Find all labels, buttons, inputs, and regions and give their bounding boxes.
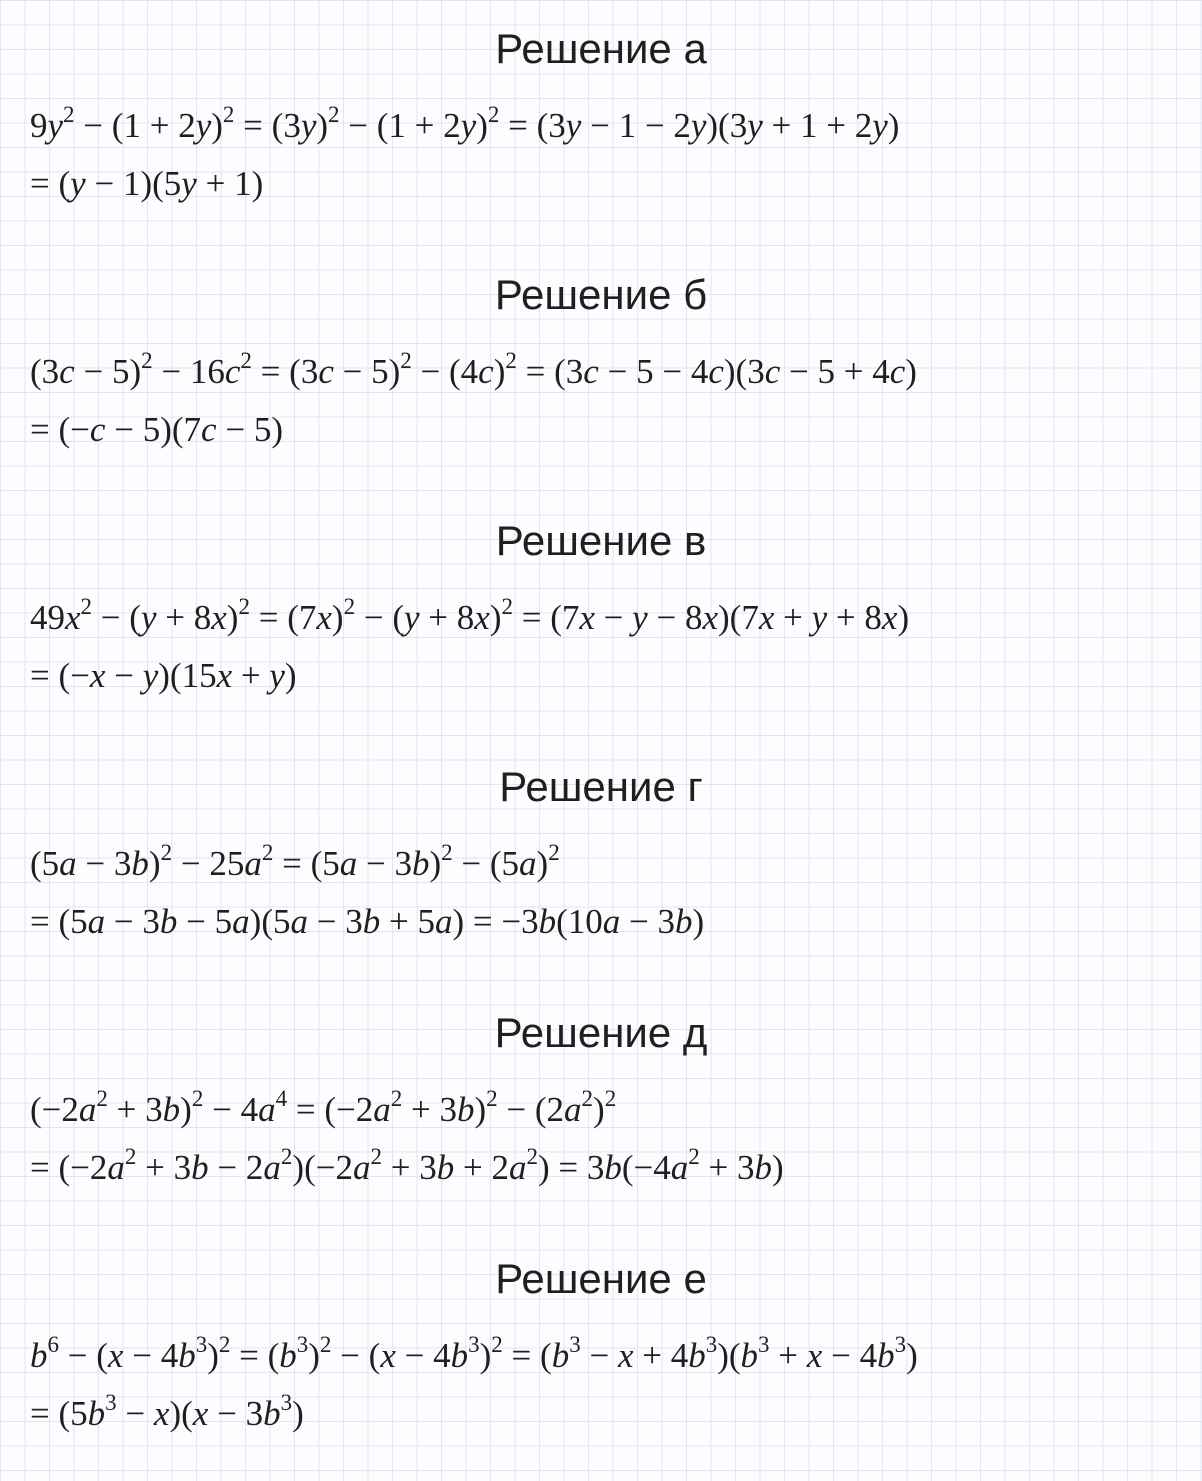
solution-line-v-2: = (−x − y)(15x + y) [30,656,297,695]
solution-line-e-1: $b^6 - (x - 4b^3)^2 = (b^3)^2 - (x - 4b^3)^2 = (b^3 - x + 4b^3)(b^3 + x - 4b^3)$ [30,1332,918,1375]
solution-line-d-2: = $(-2a^2 + 3b - 2a^2)(-2a^2 + 3b + 2a^2) = 3b(-4a^2 + 3b)$ [30,1144,784,1187]
solution-line-g-2: = (5a − 3b − 5a)(5a − 3b + 5a) = −3b(10a − 3b) [30,902,705,941]
solution-title-g: Решение г [499,763,703,810]
solution-line-a-1: $9y^2 - (1 + 2y)^2 = (3y)^2 - (1 + 2y)^2 = (3y - 1 - 2y)(3y + 1 + 2y)$ [30,102,900,145]
solution-title-b: Решение б [494,271,708,318]
solution-title-v: Решение в [495,517,707,564]
solution-line-g-1: $(5a - 3b)^2 - 25a^2 = (5a - 3b)^2 - (5a)^2$ [30,840,560,883]
solution-title-d: Решение д [494,1009,708,1056]
solution-title-e: Решение е [495,1255,707,1302]
solution-line-v-1: $49x^2 - (y + 8x)^2 = (7x)^2 - (y + 8x)^2 = (7x - y - 8x)(7x + y + 8x)$ [30,594,910,637]
solution-line-e-2: = $(5b^3 - x)(x - 3b^3)$ [30,1390,304,1433]
solution-title-a: Решение а [495,25,707,72]
solution-line-b-1: $(3c - 5)^2 - 16c^2 = (3c - 5)^2 - (4c)^2 = (3c - 5 - 4c)(3c - 5 + 4c)$ [30,348,917,391]
solution-line-a-2: = (y − 1)(5y + 1) [30,164,264,203]
solution-line-b-2: = (−c − 5)(7c − 5) [30,410,283,449]
solution-line-d-1: $(-2a^2 + 3b)^2 - 4a^4 = (-2a^2 + 3b)^2 - (2a^2)^2$ [30,1086,617,1129]
